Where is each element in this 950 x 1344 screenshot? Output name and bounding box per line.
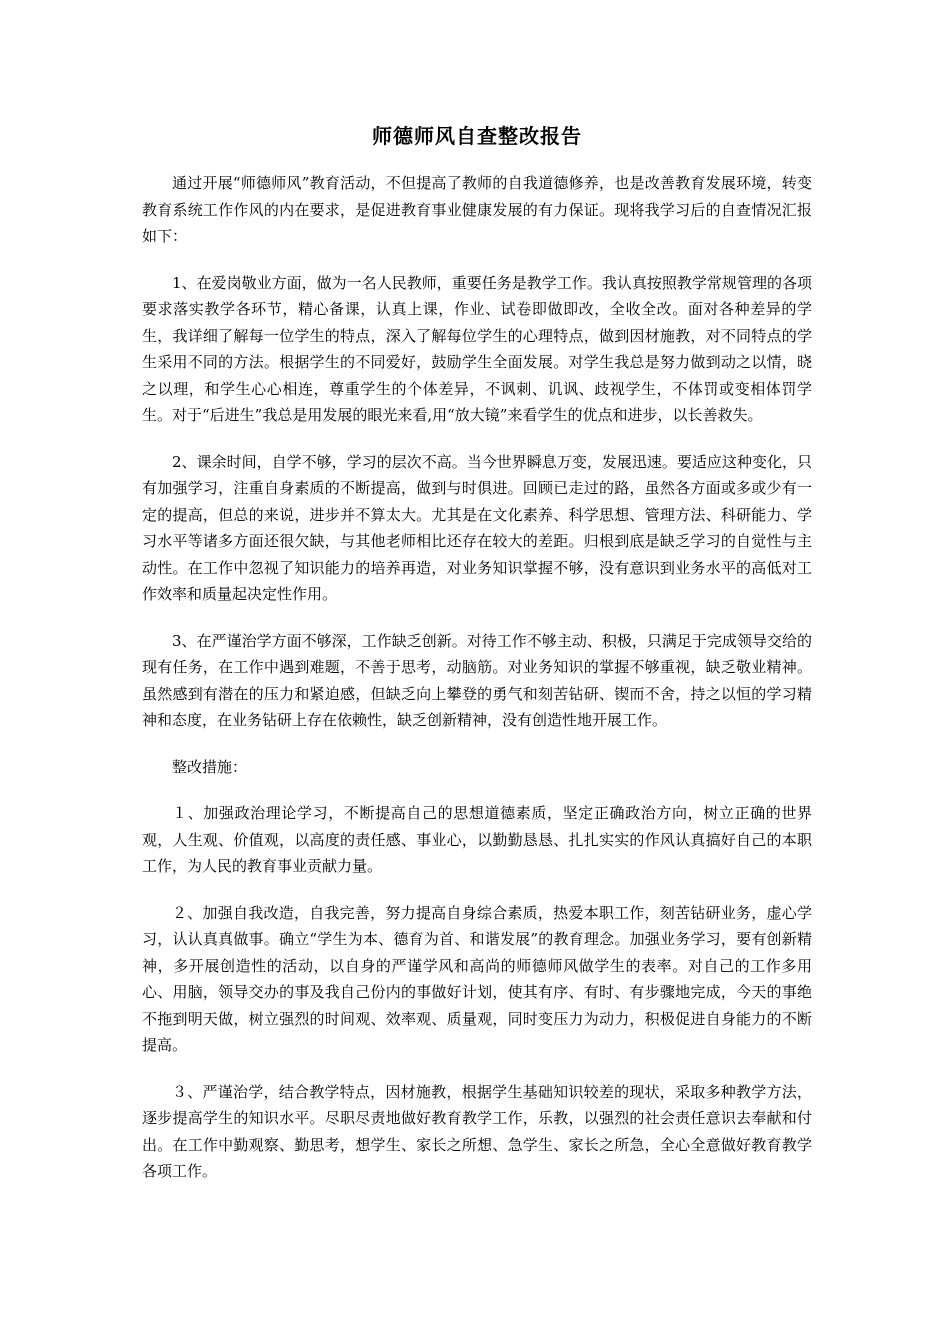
- measure-paragraph-2: ２、加强自我改造，自我完善，努力提高自身综合素质，热爱本职工作，刻苦钻研业务，虚心学习，认认真真做事。确立“学生为本、德育为首、和谐发展”的教育理念。加强业务学习，要有创新精神，多开展创造性的活动，以自身的严谨学风和高尚的师德师风做学生的表率。对自己的工作多用心、用脑，领导交办的事及我自己份内的事做好计划，使其有序、有时、有步骤地完成，今天的事绝不拖到明天做，树立强烈的时间观、效率观、质量观，同时变压力为动力，积极促进自身能力的不断提高。: [142, 903, 812, 1054]
- measures-heading: 整改措施：: [172, 757, 248, 776]
- intro-paragraph: 通过开展“师德师风”教育活动，不但提高了教师的自我道德修养，也是改善教育发展环境，转变教育系统工作作风的内在要求，是促进教育事业健康发展的有力保证。现将我学习后的自查情况汇报如下：: [142, 174, 812, 245]
- measure-paragraph-1: １、加强政治理论学习，不断提高自己的思想道德素质，坚定正确政治方向，树立正确的世界观，人生观、价值观，以高度的责任感、事业心，以勤勤恳恳、扎扎实实的作风认真搞好自己的本职工作，为人民的教育事业贡献力量。: [142, 804, 812, 875]
- document-page: [142, 120, 812, 1205]
- problem-paragraph-1: 1、在爱岗敬业方面，做为一名人民教师，重要任务是教学工作。我认真按照教学常规管理的各项要求落实教学各环节，精心备课，认真上课，作业、试卷即做即改，全收全改。面对各种差异的学生，我详细了解每一位学生的特点，深入了解每位学生的心理特点，做到因材施教，对不同特点的学生采用不同的方法。根据学生的不同爱好，鼓励学生全面发展。对学生我总是努力做到动之以情，晓之以理，和学生心心相连，尊重学生的个体差异，不讽刺、讥讽、歧视学生，不体罚或变相体罚学生。对于“后进生”我总是用发展的眼光来看,用“放大镜”来看学生的优点和进步，以长善救失。: [142, 273, 812, 424]
- problem-paragraph-2: 2、课余时间，自学不够，学习的层次不高。当今世界瞬息万变，发展迅速。要适应这种变化，只有加强学习，注重自身素质的不断提高，做到与时俱进。回顾已走过的路，虽然各方面或多或少有一定的提高，但总的来说，进步并不算太大。尤其是在文化素养、科学思想、管理方法、科研能力、学习水平等诸多方面还很欠缺，与其他老师相比还存在较大的差距。归根到底是缺乏学习的自觉性与主动性。在工作中忽视了知识能力的培养再造，对业务知识掌握不够，没有意识到业务水平的高低对工作效率和质量起决定性作用。: [142, 452, 812, 603]
- document-title: 师德师风自查整改报告: [372, 124, 582, 148]
- measure-paragraph-3: ３、严谨治学，结合教学特点，因材施教，根据学生基础知识较差的现状，采取多种教学方法，逐步提高学生的知识水平。尽职尽责地做好教育教学工作，乐教，以强烈的社会责任意识去奉献和付出。在工作中勤观察、勤思考，想学生、家长之所想、急学生、家长之所急，全心全意做好教育教学各项工作。: [142, 1082, 812, 1180]
- problem-paragraph-3: 3、在严谨治学方面不够深，工作缺乏创新。对待工作不够主动、积极，只满足于完成领导交给的现有任务，在工作中遇到难题，不善于思考，动脑筋。对业务知识的掌握不够重视，缺乏敬业精神。虽然感到有潜在的压力和紧迫感，但缺乏向上攀登的勇气和刻苦钻研、锲而不舍，持之以恒的学习精神和态度，在业务钻研上存在依赖性，缺乏创新精神，没有创造性地开展工作。: [142, 631, 812, 729]
